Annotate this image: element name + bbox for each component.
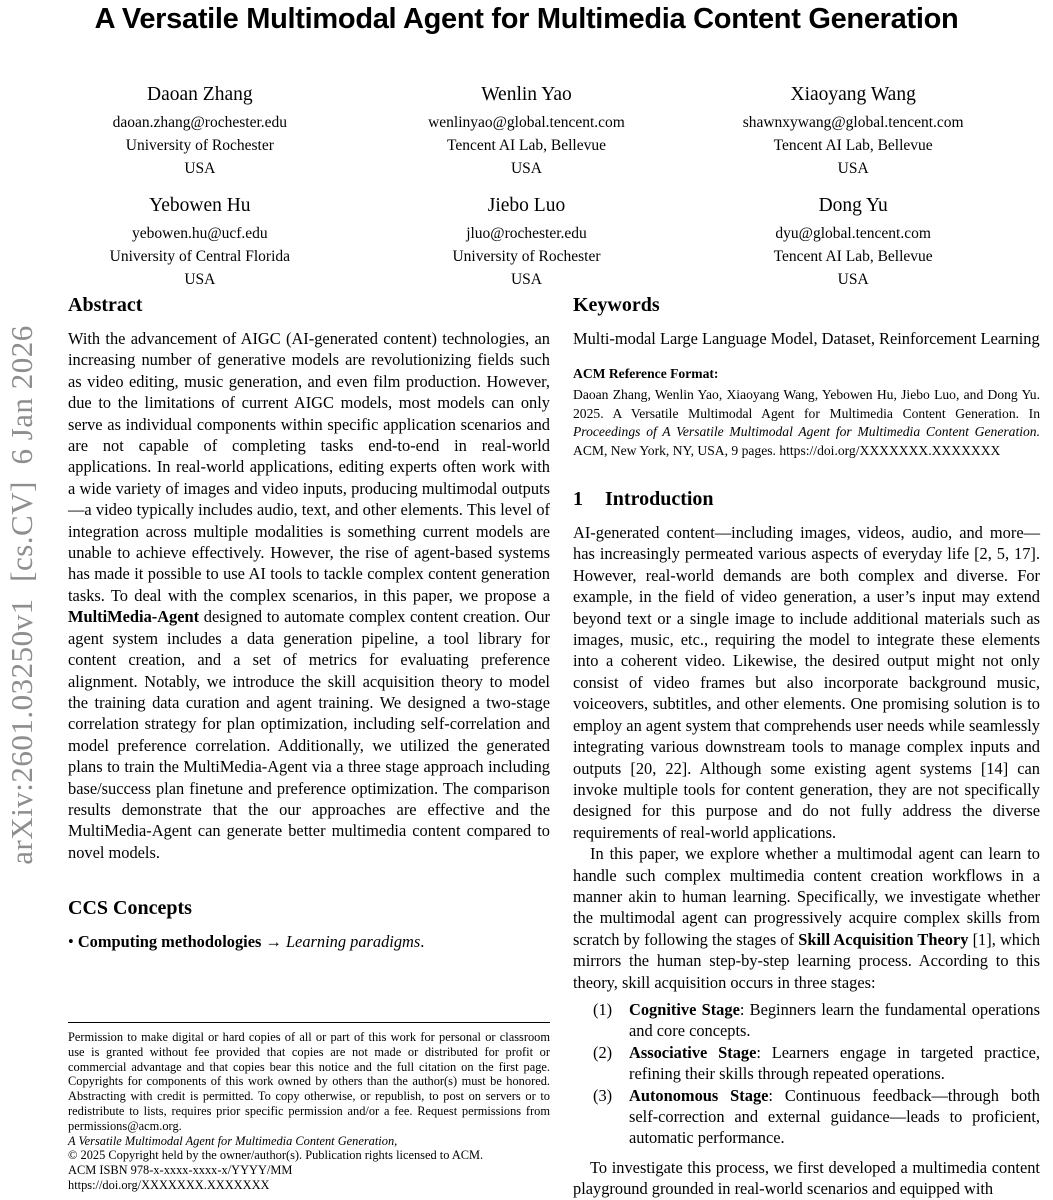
- author-block: [363, 193, 690, 291]
- ccs-entry: • Computing methodologies → Learning paradigms.: [68, 932, 425, 952]
- author-affiliation: University of Rochester: [452, 248, 601, 265]
- intro-paragraph-1: AI-generated content—including images, videos, audio, and more—has increasingly permeated various aspects of everyday life [2, 5, 17]. However, real-world demands are both complex and diverse. For example, in the field of video generation, a user’s input may extend beyond text or a single image to include additional materials such as images, music, etc., requiring the model to integrate these elements into a coherent video. Likewise, the desired output might not only consist of video frames but also incorporate background music, voiceovers, subtitles, and other elements. One promising solution is to employ an agent system that comprehends user needs while seamlessly integrating various downstream tools to manage complex inputs and outputs [20, 22]. Although some existing agent systems [14] can invoke multiple tools for content generation, they are not specifically designed for this purpose and do not fully address the diverse requirements of real-world applications.: [573, 523, 1040, 842]
- right-column: [573, 293, 1040, 1200]
- list-item-text: Associative Stage: Learners engage in targeted practice, refining their skills through repeated operations.: [629, 1042, 1040, 1084]
- acm-reference-heading: ACM Reference Format:: [573, 366, 719, 382]
- author-affiliation: Tencent AI Lab, Bellevue: [446, 137, 606, 154]
- author-email: jluo@rochester.edu: [466, 225, 587, 242]
- author-email: wenlinyao@global.tencent.com: [428, 114, 625, 131]
- author-name: Wenlin Yao: [481, 84, 572, 105]
- list-item: [573, 999, 1040, 1042]
- ccs-heading: CCS Concepts: [68, 897, 192, 920]
- doi-line: https://doi.org/XXXXXXX.XXXXXXX: [68, 1177, 270, 1192]
- author-country: USA: [184, 160, 216, 177]
- footnote-work-title: A Versatile Multimodal Agent for Multimedia Content Generation,: [68, 1133, 398, 1148]
- author-country: USA: [837, 160, 869, 177]
- author-name: Yebowen Hu: [149, 195, 251, 216]
- author-country: USA: [184, 271, 216, 288]
- author-country: USA: [837, 271, 869, 288]
- author-affiliation: University of Rochester: [125, 137, 274, 154]
- list-item: [573, 1042, 1040, 1085]
- ccs-concepts-section: [68, 896, 550, 952]
- author-block: [363, 82, 690, 180]
- author-email: yebowen.hu@ucf.edu: [132, 225, 268, 242]
- author-block: [37, 193, 364, 291]
- acm-reference-text: Daoan Zhang, Wenlin Yao, Xiaoyang Wang, Yebowen Hu, Jiebo Luo, and Dong Yu. 2025. A Versatile Multimodal Agent for Multimedia Content Generation. In Proceedings of A Versatile Multimodal Agent for Multimedia Content Generation. ACM, New York, NY, USA, 9 pages. https://doi.org/XXXXXXX.XXXXXXX: [573, 387, 1040, 458]
- paper-title: A Versatile Multimodal Agent for Multimedia Content Generation: [94, 3, 959, 35]
- intro-paragraph-3: To investigate this process, we first developed a multimedia content playground grounded in real-world scenarios and equipped with: [573, 1157, 1040, 1199]
- keywords-text: Multi-modal Large Language Model, Dataset, Reinforcement Learning: [573, 329, 1040, 348]
- author-country: USA: [510, 160, 542, 177]
- skill-stage-list: [573, 999, 1040, 1149]
- author-country: USA: [510, 271, 542, 288]
- author-name: Dong Yu: [818, 195, 888, 216]
- footnote-block: [68, 1022, 550, 1193]
- author-affiliation: University of Central Florida: [109, 248, 291, 265]
- list-item-label: (1): [593, 999, 613, 1019]
- permission-text: Permission to make digital or hard copies of all or part of this work for personal or classroom use is granted without fee provided that copies are not made or distributed for profit or commercial advantage and that copies bear this notice and the full citation on the first page. Copyrights for components of this work owned by others than the author(s) must be honored. Abstracting with credit is permitted. To copy otherwise, or republish, to post on servers or to redistribute to lists, requires prior specific permission and/or a fee. Request permissions from permissions@acm.org.: [68, 1030, 550, 1133]
- arxiv-watermark: arXiv:2601.03250v1 [cs.CV] 6 Jan 2026: [4, 325, 39, 865]
- list-item-label: (2): [593, 1042, 613, 1062]
- abstract-heading: Abstract: [68, 294, 143, 316]
- author-name: Xiaoyang Wang: [790, 84, 916, 105]
- author-email: daoan.zhang@rochester.edu: [112, 114, 288, 131]
- author-affiliation: Tencent AI Lab, Bellevue: [773, 137, 933, 154]
- keywords-heading: Keywords: [573, 294, 660, 316]
- copyright-line: © 2025 Copyright held by the owner/author(s). Publication rights licensed to ACM.: [68, 1148, 484, 1163]
- author-block: [690, 193, 1017, 291]
- intro-paragraph-2: In this paper, we explore whether a multimodal agent can learn to handle such complex multimedia content creation workflows in a manner akin to human learning. Specifically, we investigate whether the multimodal agent can progressively acquire complex skills from scratch by following the stages of Skill Acquisition Theory [1], which mirrors the human step-by-step learning process. According to this theory, skill acquisition occurs in three stages:: [573, 844, 1041, 992]
- abstract-text: With the advancement of AIGC (AI-generated content) technologies, an increasing number of generative models are revolutionizing fields such as video editing, music generation, and even film production. However, due to the limitations of current AIGC models, most models can only serve as individual components within specific application scenarios and are not capable of completing tasks end-to-end in real-world applications. In real-world applications, editing experts often work with a wide variety of images and video inputs, producing multimodal outputs—a video typically includes audio, text, and other elements. This level of integration across multiple modalities is something current models are unable to achieve effectively. However, the rise of agent-based systems has made it possible to use AI tools to tackle complex content generation tasks. To deal with the complex scenarios, in this paper, we propose a MultiMedia-Agent designed to automate complex content creation. Our agent system includes a data generation pipeline, a tool library for content creation, and a set of metrics for evaluating preference alignment. Notably, we introduce the skill acquisition theory to model the training data curation and agent training. We designed a two-stage correlation strategy for plan optimization, including self-correlation and model preference correlation. Additionally, we utilized the generated plans to train the MultiMedia-Agent via a three stage approach including base/success plan finetune and preference optimization. The comparison results demonstrate that the our approaches are effective and the MultiMedia-Agent can generate better multimedia content compared to novel models.: [68, 329, 550, 862]
- introduction-heading: [573, 487, 1040, 511]
- left-column: [68, 293, 550, 953]
- list-item: [573, 1085, 1040, 1149]
- author-block: [37, 82, 364, 180]
- author-grid: [37, 82, 1017, 291]
- section-title: Introduction: [605, 488, 714, 511]
- author-block: [690, 82, 1017, 180]
- author-affiliation: Tencent AI Lab, Bellevue: [773, 248, 933, 265]
- section-number: 1: [573, 488, 583, 511]
- author-name: Daoan Zhang: [147, 84, 253, 105]
- list-item-text: Cognitive Stage: Beginners learn the fundamental operations and core concepts.: [629, 999, 1041, 1041]
- list-item-label: (3): [593, 1085, 613, 1105]
- author-email: shawnxywang@global.tencent.com: [742, 114, 964, 131]
- author-name: Jiebo Luo: [487, 195, 566, 216]
- list-item-text: Autonomous Stage: Continuous feedback—through both self-correction and external guidance—leads to proficient, automatic performance.: [629, 1085, 1040, 1148]
- isbn-line: ACM ISBN 978-x-xxxx-xxxx-x/YYYY/MM: [68, 1163, 293, 1178]
- author-email: dyu@global.tencent.com: [775, 225, 931, 242]
